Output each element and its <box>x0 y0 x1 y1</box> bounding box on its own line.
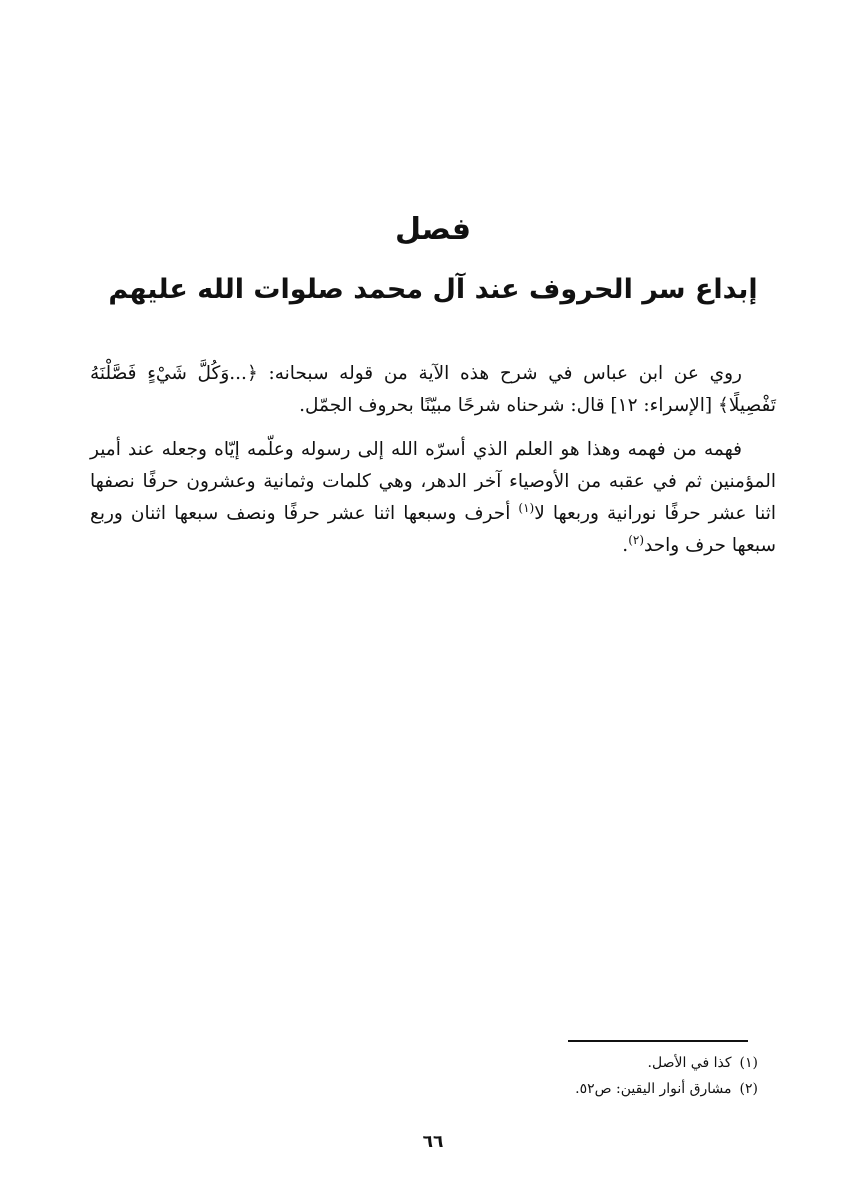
chapter-title: إبداع سر الحروف عند آل محمد صلوات الله عليهم <box>108 274 758 305</box>
footnote-ref-2: (٢) <box>628 532 645 547</box>
chapter-label: فصل <box>395 212 471 247</box>
footnote-ref-1: (١) <box>518 500 535 515</box>
footnote-number: (١) <box>739 1055 758 1071</box>
footnote-text: كذا في الأصل. <box>647 1055 732 1071</box>
paragraph-2-part-1: فهمه من فهمه وهذا هو العلم الذي أسرّه الله إلى رسوله وعلّمه إيّاه وجعله عند أمير المؤمنين ثم في عقبه من الأوصياء آخر الدهر، وهي كلمات وثمانية وعشرون حرفًا نصفها اثنا عشر حرفًا نورانية وربعها لا <box>90 439 777 524</box>
paragraph-2-part-2: أحرف وسبعها اثنا عشر حرفًا ونصف سبعها اثنان وربع سبعها حرف واحد <box>90 503 776 556</box>
footnote-1 <box>90 1050 758 1076</box>
footnote-divider <box>568 1040 748 1042</box>
paragraph-2 <box>90 434 776 562</box>
page-number: ٦٦ <box>422 1132 444 1152</box>
body-text <box>90 358 776 574</box>
footnotes <box>90 1050 758 1102</box>
paragraph-2-end: . <box>622 535 629 556</box>
paragraph-1: روي عن ابن عباس في شرح هذه الآية من قوله سبحانه: ﴿...وَكُلَّ شَيْءٍ فَصَّلْنَهُ تَفْصِيلًا﴾ [الإسراء: ١٢] قال: شرحناه شرحًا مبيّنًا بحروف الجمّل. <box>90 363 776 416</box>
footnote-text: مشارق أنوار اليقين: ص٥٢. <box>575 1081 732 1097</box>
footnote-number: (٢) <box>739 1081 758 1097</box>
footnote-2 <box>90 1076 758 1102</box>
